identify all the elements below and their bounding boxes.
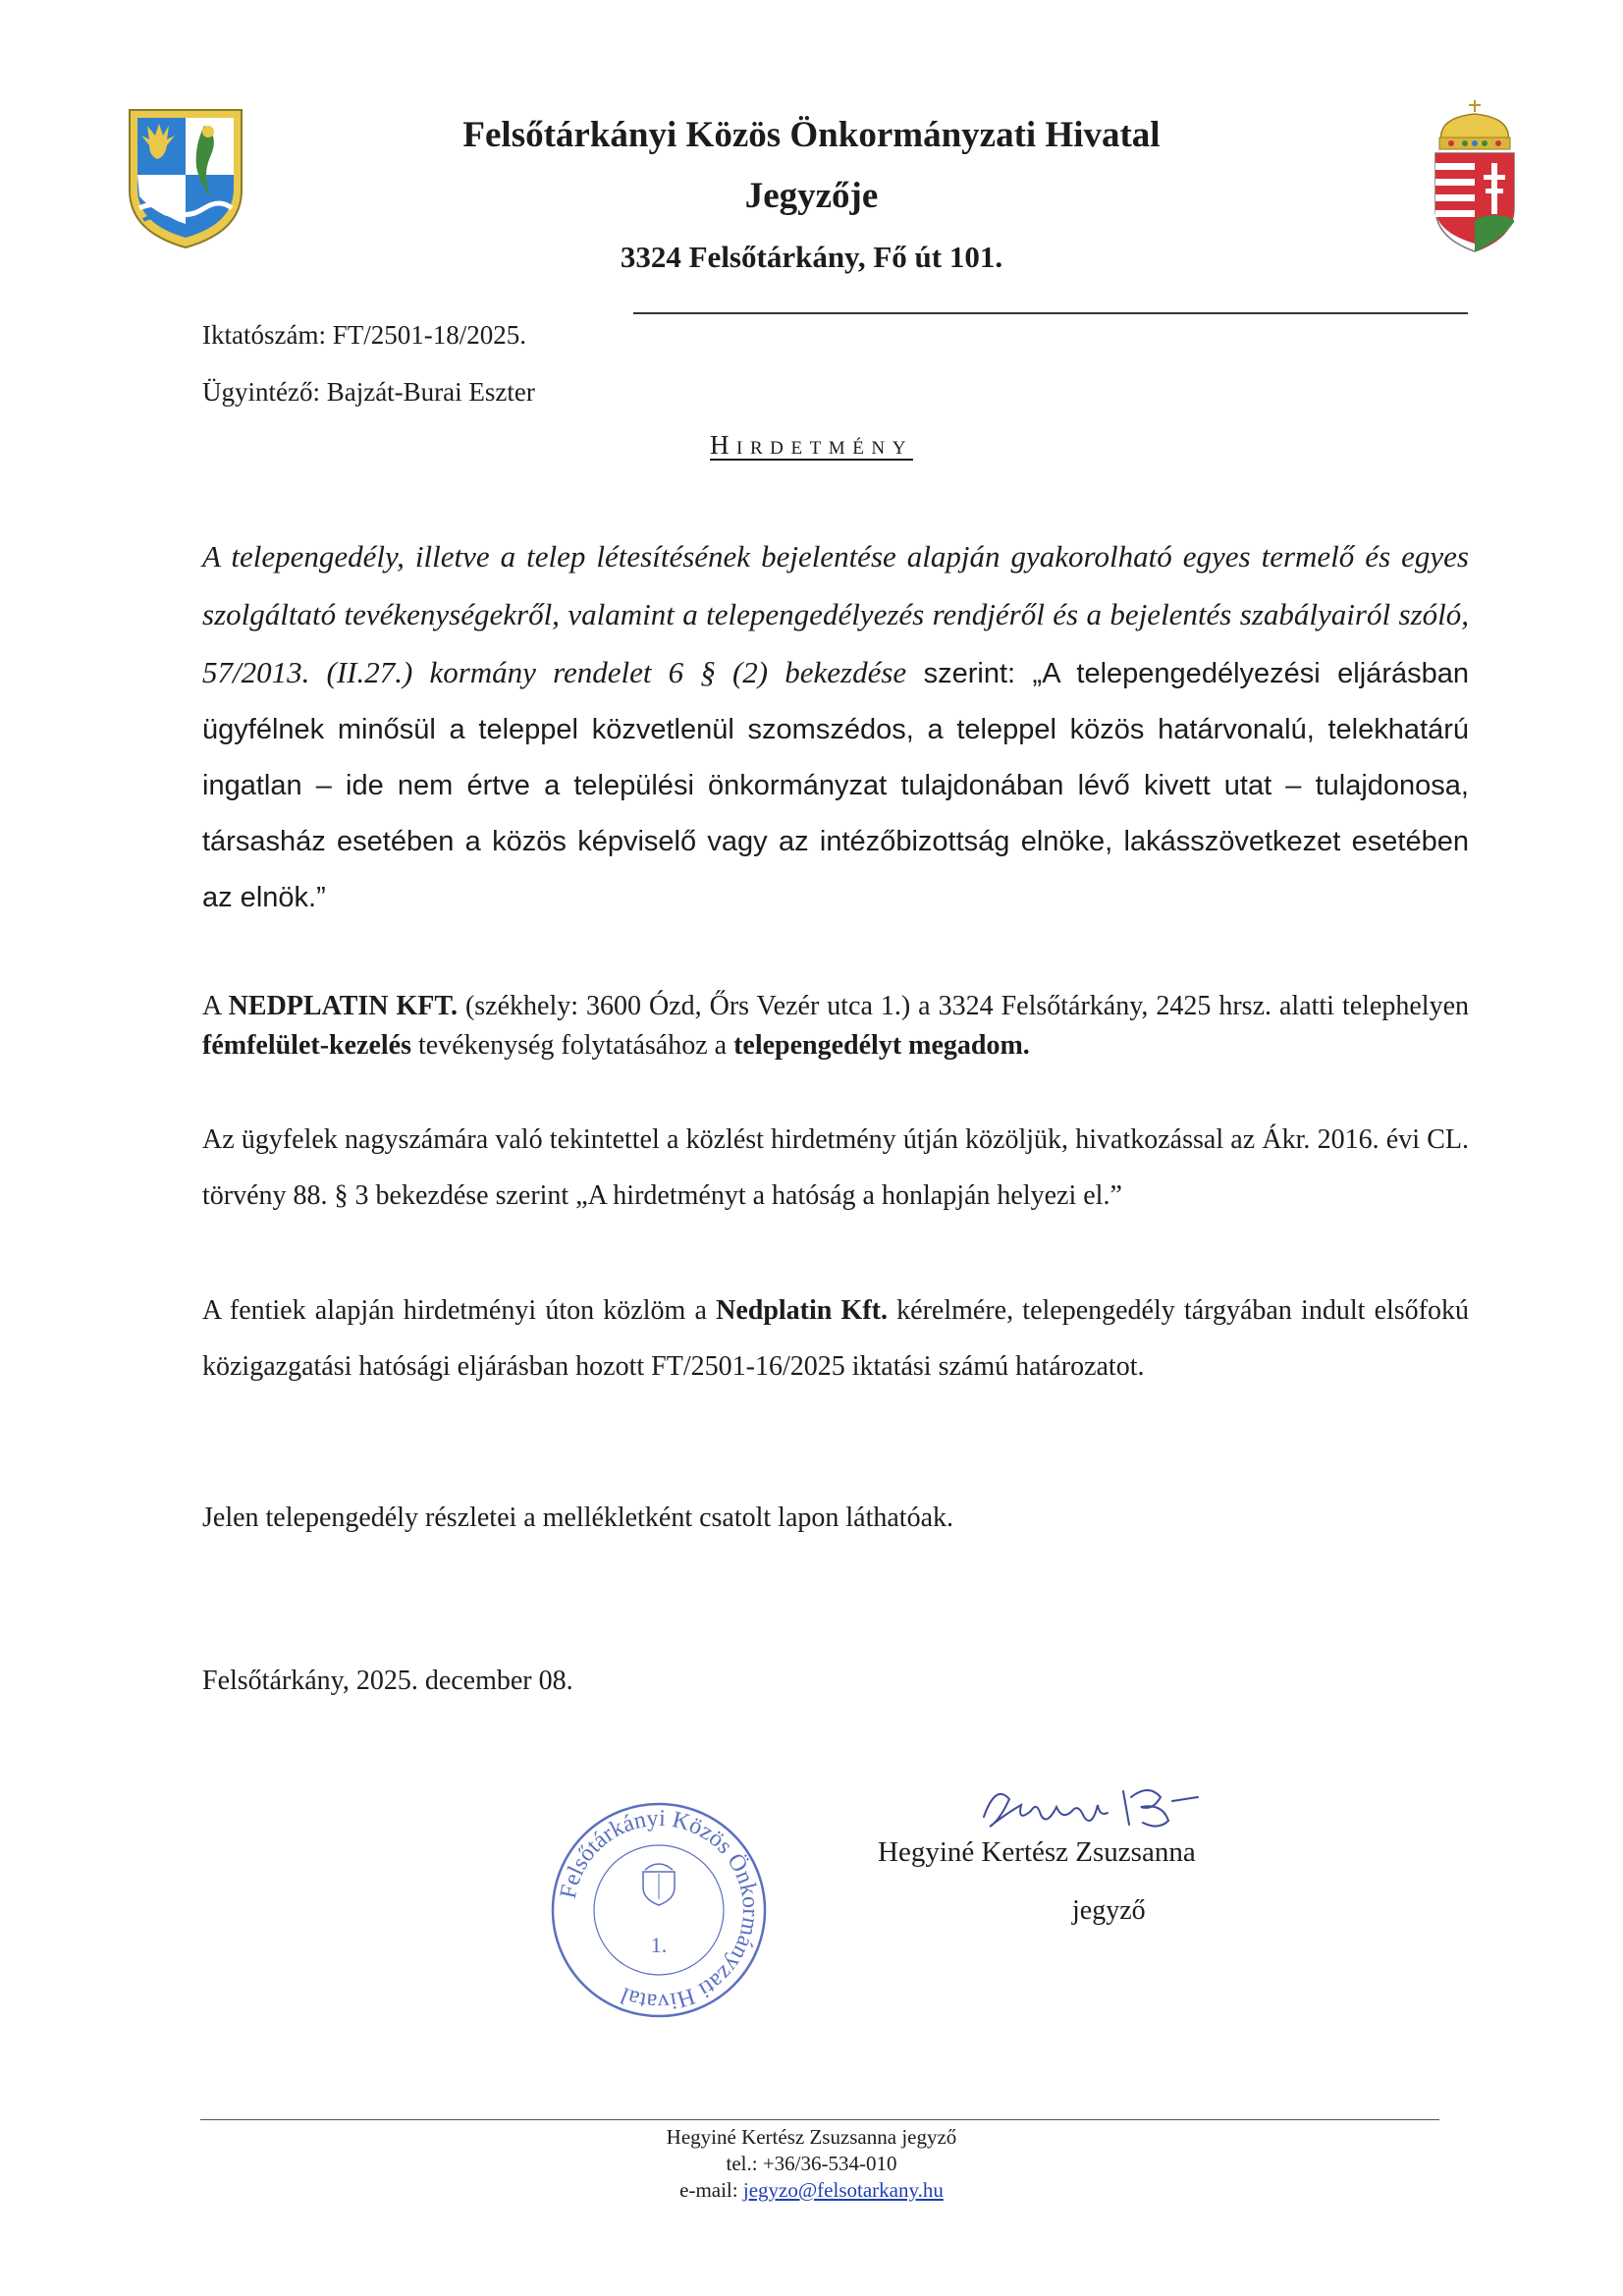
grant-decision: telepengedélyt megadom. [733,1030,1030,1061]
footer-phone: tel.: +36/36-534-010 [726,2152,897,2175]
footer-email-link[interactable]: jegyzo@felsotarkany.hu [742,2178,944,2202]
footer-email-label: e-mail: [679,2178,743,2202]
notice-paragraph: Az ügyfelek nagyszámára való tekintettel a közlést hirdetmény útján közöljük, hivatkozással az Ákr. 2016. évi CL. törvény 88. § 3 bekezdése szerint „A hirdetményt a hatóság a honlapján helyezi el.” [202,1124,1469,1211]
legal-basis-paragraph [202,528,1469,926]
grant-text-1: A [202,991,229,1021]
reference-number: Iktatószám: FT/2501-18/2025. [202,320,526,350]
case-officer: Ügyintéző: Bajzát-Burai Eszter [202,377,535,407]
footer-email-line [0,2178,1623,2203]
decision-company: Nedplatin Kft. [716,1295,888,1326]
document-title: Hirdetmény [710,430,913,460]
stamp-text: Felsőtárkányi Közös Önkormányzati Hivatal [555,1805,764,2015]
hungarian-coat-of-arms-icon [1432,98,1518,253]
regulation-quote: szerint: „A telepengedélyezési eljárásban ügyfélnek minősül a teleppel közvetlenül szomszédos, a teleppel közös határvonalú, telekhatárú ingatlan – ide nem értve a települési önkormányzat tulajdonában lévő kivett utat – tulajdonosa, társasház esetében a közös képviselő vagy az intézőbizottság elnöke, lakásszövetkezet esetében az elnök.” [202,658,1469,913]
footer-name: Hegyiné Kertész Zsuzsanna jegyző [666,2125,957,2149]
decision-text-1: A fentiek alapján hirdetményi úton közlöm a [202,1295,717,1326]
decision-text-2: kérelmére, telepengedély tárgyában indult elsőfokú közigazgatási hatósági eljárásban hozott FT/2501-16/2025 iktatási számú határozatot. [202,1295,1469,1382]
permit-grant-paragraph [202,987,1469,1066]
official-stamp-icon [546,1797,772,2023]
date-line: Felsőtárkány, 2025. december 08. [202,1666,573,1696]
decision-paragraph [202,1283,1469,1394]
grant-text-3: tevékenység folytatásához a [411,1030,734,1061]
grant-text-2: (székhely: 3600 Ózd, Őrs Vezér utca 1.) a 3324 Felsőtárkány, 2425 hrsz. alatti telephelyen [457,991,1469,1021]
header-divider [633,312,1468,314]
office-title: Jegyzője [744,176,879,216]
document-title-row [0,430,1623,461]
attachment-note: Jelen telepengedély részletei a mellékletként csatolt lapon láthatóak. [202,1503,954,1533]
regulation-citation: A telepengedély, illetve a telep létesítésének bejelentése alapján gyakorolható egyes termelő és egyes szolgáltató tevékenységekről, valamint a telepengedélyezés rendjéről és a bejelentés szabályairól szóló, 57/2013. (II.27.) kormány rendelet 6 § (2) bekezdése [202,539,1469,689]
stamp-number: 1. [650,1933,668,1957]
office-name: Felsőtárkányi Közös Önkormányzati Hivatal [462,115,1161,155]
grant-company: NEDPLATIN KFT. [228,991,458,1021]
signer-name: Hegyiné Kertész Zsuzsanna [878,1836,1196,1868]
svg-text:Felsőtárkányi Közös Önkormányz [556,1806,763,2014]
signer-role: jegyző [1072,1895,1146,1926]
office-address: 3324 Felsőtárkány, Fő út 101. [620,240,1003,274]
footer-divider [200,2119,1439,2120]
grant-activity: fémfelület-kezelés [202,1030,411,1061]
